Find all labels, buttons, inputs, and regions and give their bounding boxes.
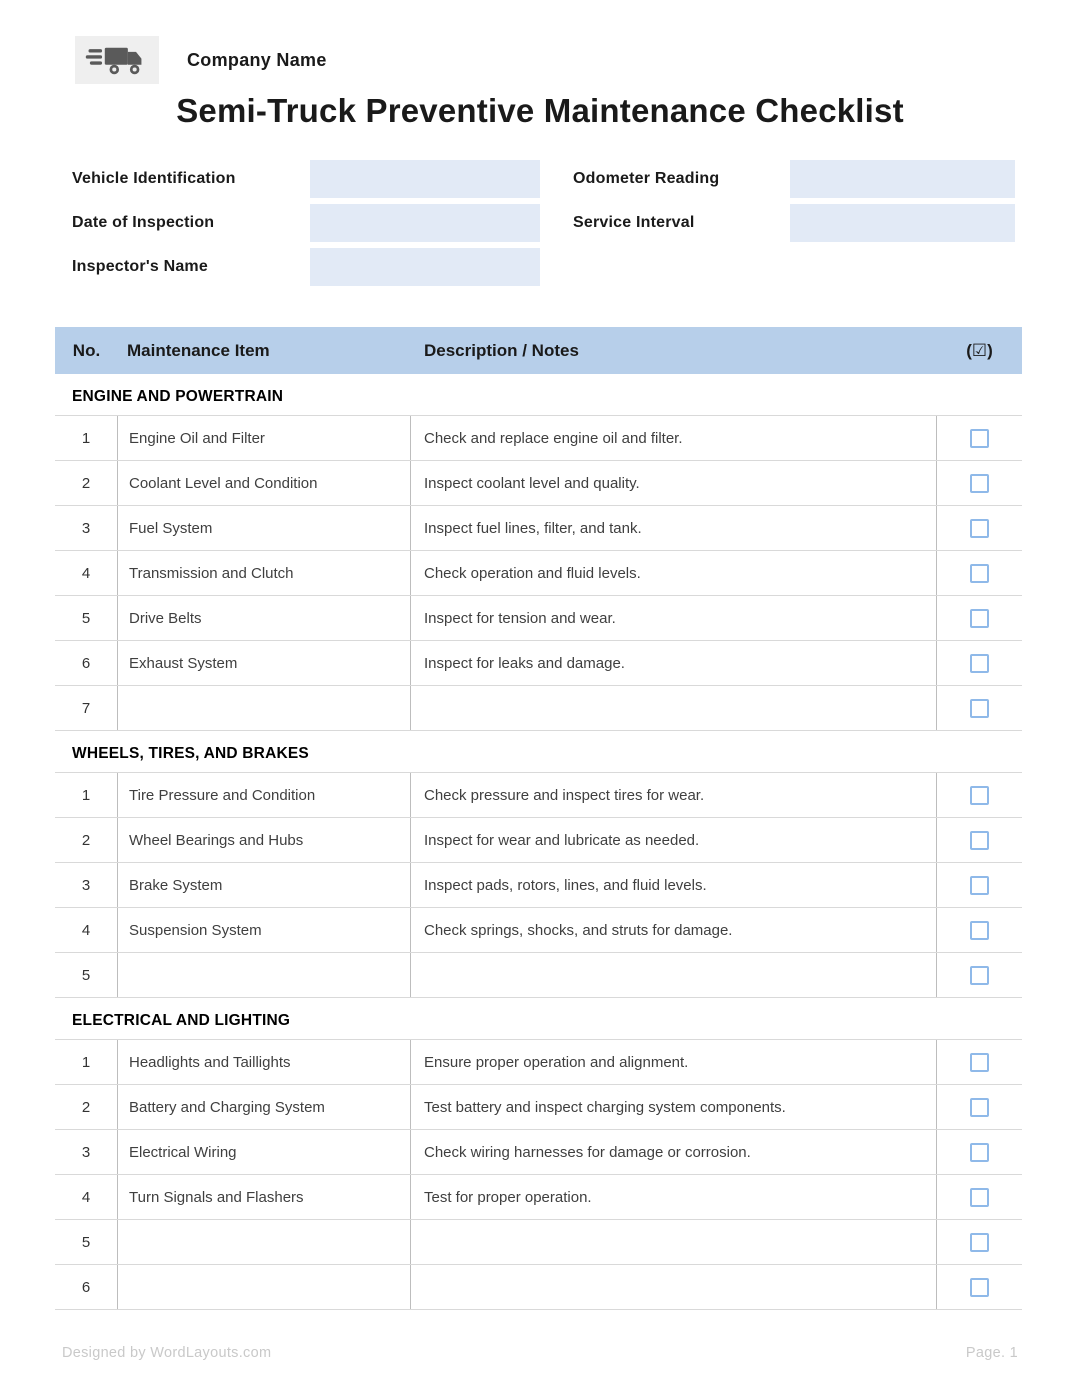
table-row	[55, 773, 1022, 818]
table-row	[55, 908, 1022, 953]
footer-credit: Designed by WordLayouts.com	[62, 1345, 272, 1361]
row-number: 7	[55, 686, 118, 730]
table-row	[55, 1130, 1022, 1175]
row-number: 1	[55, 416, 118, 460]
row-checkbox[interactable]	[970, 1188, 989, 1207]
table-row	[55, 596, 1022, 641]
row-checkbox[interactable]	[970, 786, 989, 805]
row-checkbox[interactable]	[970, 474, 989, 493]
table-row	[55, 818, 1022, 863]
row-number: 3	[55, 506, 118, 550]
section-rows	[55, 772, 1022, 998]
row-description: Inspect coolant level and quality.	[411, 461, 937, 505]
row-checkbox[interactable]	[970, 429, 989, 448]
inspection-form	[72, 160, 1080, 286]
row-checkbox[interactable]	[970, 1098, 989, 1117]
table-row	[55, 551, 1022, 596]
table-row	[55, 1220, 1022, 1265]
row-checkbox-cell	[937, 1220, 1022, 1264]
odometer-reading-label: Odometer Reading	[573, 170, 720, 187]
row-checkbox[interactable]	[970, 564, 989, 583]
row-number: 2	[55, 1085, 118, 1129]
row-number: 2	[55, 461, 118, 505]
row-checkbox-cell	[937, 818, 1022, 862]
row-checkbox[interactable]	[970, 831, 989, 850]
row-checkbox[interactable]	[970, 1278, 989, 1297]
table-body	[55, 388, 1022, 1310]
table-row	[55, 416, 1022, 461]
column-header-no: No.	[72, 340, 101, 360]
date-of-inspection-input[interactable]	[310, 204, 540, 242]
row-checkbox-cell	[937, 953, 1022, 997]
row-number: 4	[55, 908, 118, 952]
row-checkbox-cell	[937, 506, 1022, 550]
row-description: Inspect for wear and lubricate as needed.	[411, 818, 937, 862]
row-checkbox[interactable]	[970, 1053, 989, 1072]
odometer-reading-input[interactable]	[790, 160, 1015, 198]
row-number: 3	[55, 863, 118, 907]
table-row	[55, 1085, 1022, 1130]
inspectors-name-input[interactable]	[310, 248, 540, 286]
table-row	[55, 1175, 1022, 1220]
row-checkbox-cell	[937, 908, 1022, 952]
page-footer	[62, 1345, 1018, 1361]
table-row	[55, 1265, 1022, 1310]
row-item: Turn Signals and Flashers	[118, 1175, 411, 1219]
row-description: Inspect for leaks and damage.	[411, 641, 937, 685]
row-description: Check and replace engine oil and filter.	[411, 416, 937, 460]
row-checkbox-cell	[937, 773, 1022, 817]
service-interval-label: Service Interval	[573, 214, 695, 231]
row-checkbox-cell	[937, 1175, 1022, 1219]
row-checkbox[interactable]	[970, 1233, 989, 1252]
row-description: Check springs, shocks, and struts for damage.	[411, 908, 937, 952]
row-checkbox[interactable]	[970, 966, 989, 985]
checklist-section	[55, 388, 1022, 731]
table-row	[55, 686, 1022, 731]
row-item: Electrical Wiring	[118, 1130, 411, 1174]
column-header-checkbox: (☑)	[966, 340, 993, 360]
row-checkbox-cell	[937, 863, 1022, 907]
row-number: 5	[55, 1220, 118, 1264]
table-row	[55, 953, 1022, 998]
row-item: Suspension System	[118, 908, 411, 952]
section-title: ENGINE AND POWERTRAIN	[72, 388, 284, 405]
checklist-table	[55, 327, 1022, 1310]
row-checkbox-cell	[937, 1130, 1022, 1174]
row-checkbox[interactable]	[970, 609, 989, 628]
row-number: 4	[55, 1175, 118, 1219]
row-item	[118, 686, 411, 730]
document-header	[75, 36, 1080, 84]
row-checkbox-cell	[937, 1040, 1022, 1084]
row-item: Brake System	[118, 863, 411, 907]
row-description: Ensure proper operation and alignment.	[411, 1040, 937, 1084]
section-title: ELECTRICAL AND LIGHTING	[72, 1012, 291, 1029]
row-number: 5	[55, 596, 118, 640]
row-description: Check wiring harnesses for damage or corrosion.	[411, 1130, 937, 1174]
row-description: Check operation and fluid levels.	[411, 551, 937, 595]
row-checkbox[interactable]	[970, 1143, 989, 1162]
row-item	[118, 953, 411, 997]
row-item: Transmission and Clutch	[118, 551, 411, 595]
column-header-description: Description / Notes	[424, 340, 579, 360]
vehicle-identification-input[interactable]	[310, 160, 540, 198]
section-rows	[55, 1039, 1022, 1310]
row-number: 2	[55, 818, 118, 862]
truck-icon	[84, 41, 150, 79]
row-item: Engine Oil and Filter	[118, 416, 411, 460]
row-checkbox[interactable]	[970, 876, 989, 895]
checklist-section	[55, 745, 1022, 998]
row-checkbox-cell	[937, 1085, 1022, 1129]
row-item: Tire Pressure and Condition	[118, 773, 411, 817]
row-number: 5	[55, 953, 118, 997]
row-item: Wheel Bearings and Hubs	[118, 818, 411, 862]
row-checkbox-cell	[937, 461, 1022, 505]
row-description	[411, 686, 937, 730]
section-rows	[55, 415, 1022, 731]
row-number: 6	[55, 1265, 118, 1309]
row-checkbox[interactable]	[970, 654, 989, 673]
company-logo	[75, 36, 159, 84]
row-checkbox-cell	[937, 596, 1022, 640]
row-number: 1	[55, 1040, 118, 1084]
row-number: 6	[55, 641, 118, 685]
column-header-item: Maintenance Item	[127, 340, 270, 360]
service-interval-input[interactable]	[790, 204, 1015, 242]
row-item: Drive Belts	[118, 596, 411, 640]
section-title: WHEELS, TIRES, AND BRAKES	[72, 745, 309, 762]
vehicle-identification-label: Vehicle Identification	[72, 170, 236, 187]
row-number: 4	[55, 551, 118, 595]
row-checkbox-cell	[937, 686, 1022, 730]
row-item: Headlights and Taillights	[118, 1040, 411, 1084]
row-description: Check pressure and inspect tires for wear.	[411, 773, 937, 817]
row-checkbox-cell	[937, 416, 1022, 460]
page-number: Page. 1	[965, 1345, 1018, 1361]
row-item: Battery and Charging System	[118, 1085, 411, 1129]
row-checkbox-cell	[937, 551, 1022, 595]
row-description: Inspect for tension and wear.	[411, 596, 937, 640]
date-of-inspection-label: Date of Inspection	[72, 214, 215, 231]
table-row	[55, 506, 1022, 551]
row-number: 1	[55, 773, 118, 817]
row-checkbox-cell	[937, 641, 1022, 685]
row-item	[118, 1265, 411, 1309]
table-header	[55, 327, 1022, 374]
row-description	[411, 953, 937, 997]
row-description	[411, 1220, 937, 1264]
row-checkbox[interactable]	[970, 519, 989, 538]
inspectors-name-label: Inspector's Name	[72, 258, 208, 275]
row-item: Coolant Level and Condition	[118, 461, 411, 505]
row-description	[411, 1265, 937, 1309]
checklist-section	[55, 1012, 1022, 1310]
table-row	[55, 641, 1022, 686]
row-description: Inspect pads, rotors, lines, and fluid levels.	[411, 863, 937, 907]
table-row	[55, 1040, 1022, 1085]
page-title: Semi-Truck Preventive Maintenance Checklist	[176, 92, 904, 129]
row-description: Inspect fuel lines, filter, and tank.	[411, 506, 937, 550]
company-name: Company Name	[187, 49, 327, 70]
row-item: Fuel System	[118, 506, 411, 550]
row-item	[118, 1220, 411, 1264]
table-row	[55, 461, 1022, 506]
row-checkbox[interactable]	[970, 921, 989, 940]
table-row	[55, 863, 1022, 908]
row-checkbox[interactable]	[970, 699, 989, 718]
row-checkbox-cell	[937, 1265, 1022, 1309]
row-description: Test for proper operation.	[411, 1175, 937, 1219]
row-number: 3	[55, 1130, 118, 1174]
row-description: Test battery and inspect charging system components.	[411, 1085, 937, 1129]
row-item: Exhaust System	[118, 641, 411, 685]
